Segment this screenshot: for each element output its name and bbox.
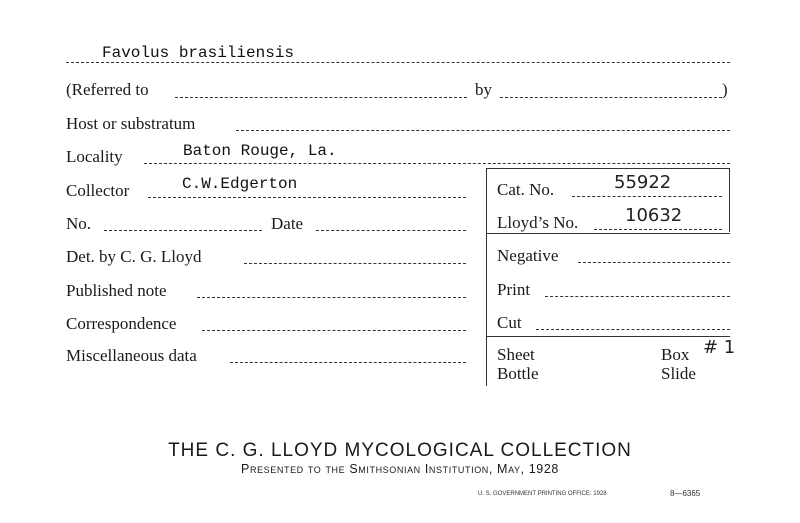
by-line[interactable] bbox=[500, 97, 722, 98]
no-line[interactable] bbox=[104, 230, 262, 231]
by-label: by bbox=[475, 80, 492, 99]
negative-line[interactable] bbox=[578, 262, 730, 263]
form-number: 8—6365 bbox=[670, 489, 701, 498]
locality-value: Baton Rouge, La. bbox=[183, 142, 337, 160]
det-label: Det. by C. G. Lloyd bbox=[66, 247, 202, 266]
right-box-right-border bbox=[729, 168, 730, 232]
date-line[interactable] bbox=[316, 230, 466, 231]
lloyds-no-value: 10632 bbox=[625, 205, 683, 226]
negative-label: Negative bbox=[497, 246, 559, 265]
collection-subtitle: Presented to the Smithsonian Institution, May, 1928 bbox=[241, 462, 559, 476]
referred-to-label: (Referred to bbox=[66, 80, 149, 99]
right-box-divider bbox=[486, 233, 730, 234]
host-line[interactable] bbox=[236, 130, 730, 131]
locality-line[interactable] bbox=[144, 163, 730, 164]
collector-label: Collector bbox=[66, 181, 130, 200]
published-note-line[interactable] bbox=[197, 297, 466, 298]
sheet-label: Sheet bbox=[497, 345, 535, 364]
collection-title: THE C. G. LLOYD MYCOLOGICAL COLLECTION bbox=[168, 440, 632, 461]
published-note-label: Published note bbox=[66, 281, 167, 300]
box-value: # 1 bbox=[703, 337, 736, 358]
print-line[interactable] bbox=[545, 296, 730, 297]
printing-office-note: U. S. GOVERNMENT PRINTING OFFICE: 1928 bbox=[478, 491, 607, 497]
cat-no-line[interactable] bbox=[572, 196, 722, 197]
correspondence-line[interactable] bbox=[202, 330, 466, 331]
locality-label: Locality bbox=[66, 147, 123, 166]
misc-data-line[interactable] bbox=[230, 362, 466, 363]
cut-label: Cut bbox=[497, 313, 522, 332]
species-line bbox=[66, 62, 730, 63]
host-label: Host or substratum bbox=[66, 114, 196, 133]
collector-line[interactable] bbox=[148, 197, 466, 198]
right-box-top bbox=[486, 168, 730, 169]
date-label: Date bbox=[271, 214, 304, 233]
close-paren: ) bbox=[722, 80, 728, 99]
right-box-divider-lower bbox=[486, 336, 730, 337]
no-label: No. bbox=[66, 214, 92, 233]
print-label: Print bbox=[497, 280, 531, 299]
box-label: Box bbox=[661, 345, 690, 364]
cut-line[interactable] bbox=[536, 329, 730, 330]
lloyds-no-line[interactable] bbox=[594, 229, 722, 230]
bottle-label: Bottle bbox=[497, 364, 539, 383]
referred-to-line[interactable] bbox=[175, 97, 467, 98]
cat-no-value: 55922 bbox=[614, 172, 672, 193]
correspondence-label: Correspondence bbox=[66, 314, 177, 333]
misc-data-label: Miscellaneous data bbox=[66, 346, 197, 365]
collector-value: C.W.Edgerton bbox=[182, 175, 298, 193]
right-box-border bbox=[486, 168, 487, 386]
species-name: Favolus brasiliensis bbox=[102, 44, 295, 62]
lloyds-no-label: Lloyd’s No. bbox=[497, 213, 579, 232]
slide-label: Slide bbox=[661, 364, 696, 383]
cat-no-label: Cat. No. bbox=[497, 180, 555, 199]
det-line[interactable] bbox=[244, 263, 466, 264]
